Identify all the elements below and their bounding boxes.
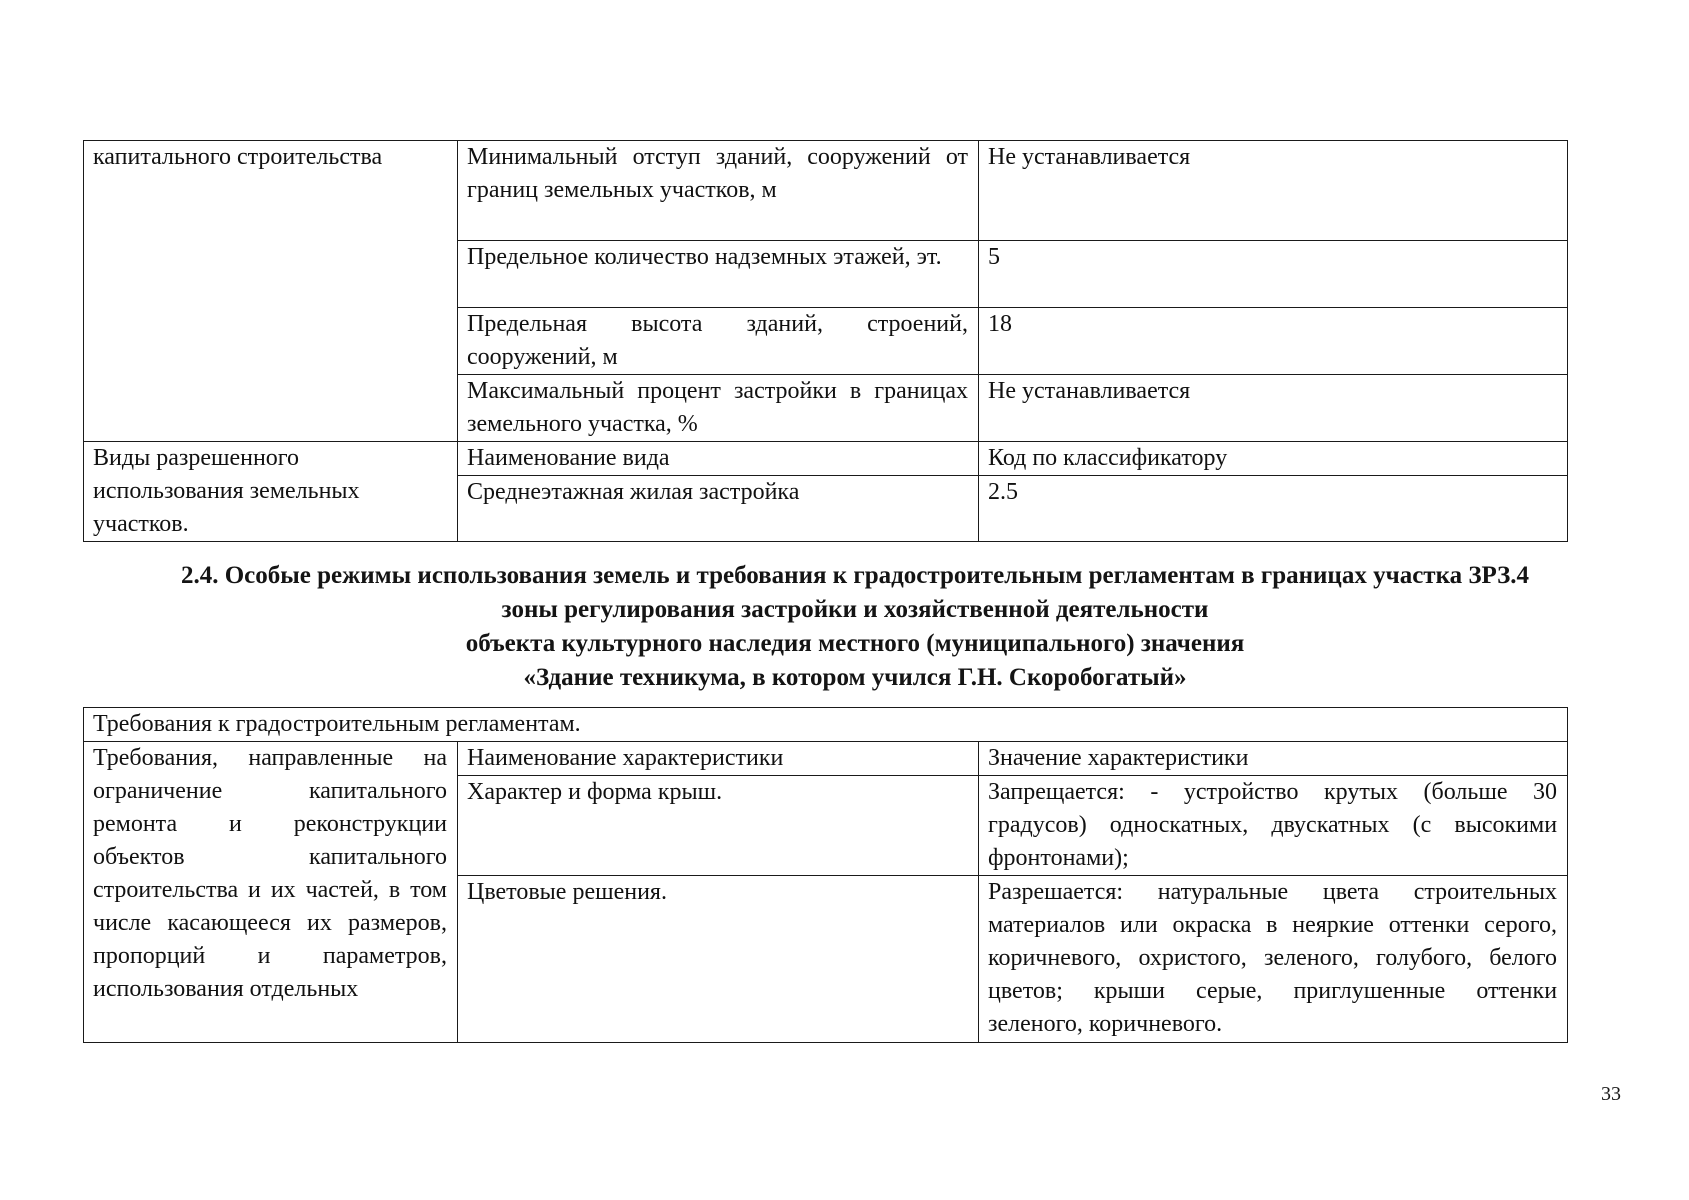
characteristic-name-header-cell xyxy=(458,742,979,776)
parameter-value: 5 xyxy=(988,244,1000,270)
parameter-value: Не устанавливается xyxy=(988,378,1191,404)
section-heading-line: «Здание техникума, в котором учился Г.Н. Скоробогатый» xyxy=(523,664,1187,691)
use-code-header: Код по классификатору xyxy=(988,445,1228,471)
parameters-table xyxy=(83,140,1568,542)
parameter-value-cell xyxy=(979,241,1568,308)
use-code: 2.5 xyxy=(988,479,1018,505)
section-heading-line: объекта культурного наследия местного (муниципального) значения xyxy=(465,630,1245,657)
parameter-name: Предельная высота зданий, строений, сооружений, м xyxy=(467,311,968,370)
parameter-name: Предельное количество надземных этажей, эт. xyxy=(467,244,942,270)
characteristic-name-header: Наименование характеристики xyxy=(467,745,784,771)
parameter-value: Не устанавливается xyxy=(988,144,1191,170)
table-row xyxy=(84,141,1568,241)
page-number: 33 xyxy=(1601,1083,1621,1105)
use-name-cell xyxy=(458,476,979,542)
use-name-header: Наименование вида xyxy=(467,445,670,471)
section-heading-line: 2.4. Особые режимы использования земель и требования к градостроительным регламентам в границах участка ЗРЗ.4 xyxy=(180,562,1530,589)
parameter-value-cell xyxy=(979,141,1568,241)
characteristic-value-cell xyxy=(979,776,1568,876)
table-row xyxy=(84,442,1568,476)
section-heading xyxy=(60,559,1650,695)
parameter-name: Минимальный отступ зданий, сооружений от границ земельных участков, м xyxy=(467,144,968,203)
use-name-header-cell xyxy=(458,442,979,476)
table-row xyxy=(84,708,1568,742)
parameter-name: Максимальный процент застройки в границах земельного участка, % xyxy=(467,378,968,437)
characteristic-name: Цветовые решения. xyxy=(467,879,667,905)
use-code-header-cell xyxy=(979,442,1568,476)
requirements-title-cell xyxy=(84,708,1568,742)
use-name: Среднеэтажная жилая застройка xyxy=(467,479,800,505)
characteristic-name: Характер и форма крыш. xyxy=(467,779,723,805)
use-code-cell xyxy=(979,476,1568,542)
parameter-name-cell xyxy=(458,308,979,375)
parameter-value-cell xyxy=(979,308,1568,375)
requirements-description: Требования, направленные на ограничение капитального ремонта и реконструкции объектов капитального строительства и их частей, в том числе касающееся их размеров, пропорций и параметров, использования отдельных xyxy=(93,745,447,1002)
permitted-uses-label: Виды разрешенного использования земельных участков. xyxy=(93,445,360,537)
characteristic-value-cell xyxy=(979,876,1568,1043)
characteristic-value: Разрешается: натуральные цвета строительных материалов или окраска в неяркие оттенки серого, коричневого, охристого, зеленого, голубого, белого цветов; крыши серые, приглушенные оттенки зеленого, коричневого. xyxy=(988,879,1558,1037)
object-type-text: капитального строительства xyxy=(93,144,383,170)
characteristic-value-header-cell xyxy=(979,742,1568,776)
characteristic-name-cell xyxy=(458,876,979,1043)
parameter-name-cell xyxy=(458,241,979,308)
parameter-name-cell xyxy=(458,375,979,442)
characteristic-value-header: Значение характеристики xyxy=(988,745,1249,771)
requirements-table xyxy=(83,707,1568,1043)
permitted-uses-cell xyxy=(84,442,458,542)
object-type-cell xyxy=(84,141,458,442)
table-row xyxy=(84,742,1568,776)
requirements-description-cell xyxy=(84,742,458,1043)
section-heading-line: зоны регулирования застройки и хозяйственной деятельности xyxy=(501,596,1209,623)
requirements-title: Требования к градостроительным регламентам. xyxy=(93,711,581,737)
characteristic-value: Запрещается: - устройство крутых (больше 30 градусов) односкатных, двускатных (с высокими фронтонами); xyxy=(988,779,1558,871)
parameter-value: 18 xyxy=(988,311,1012,337)
characteristic-name-cell xyxy=(458,776,979,876)
parameter-name-cell xyxy=(458,141,979,241)
parameter-value-cell xyxy=(979,375,1568,442)
